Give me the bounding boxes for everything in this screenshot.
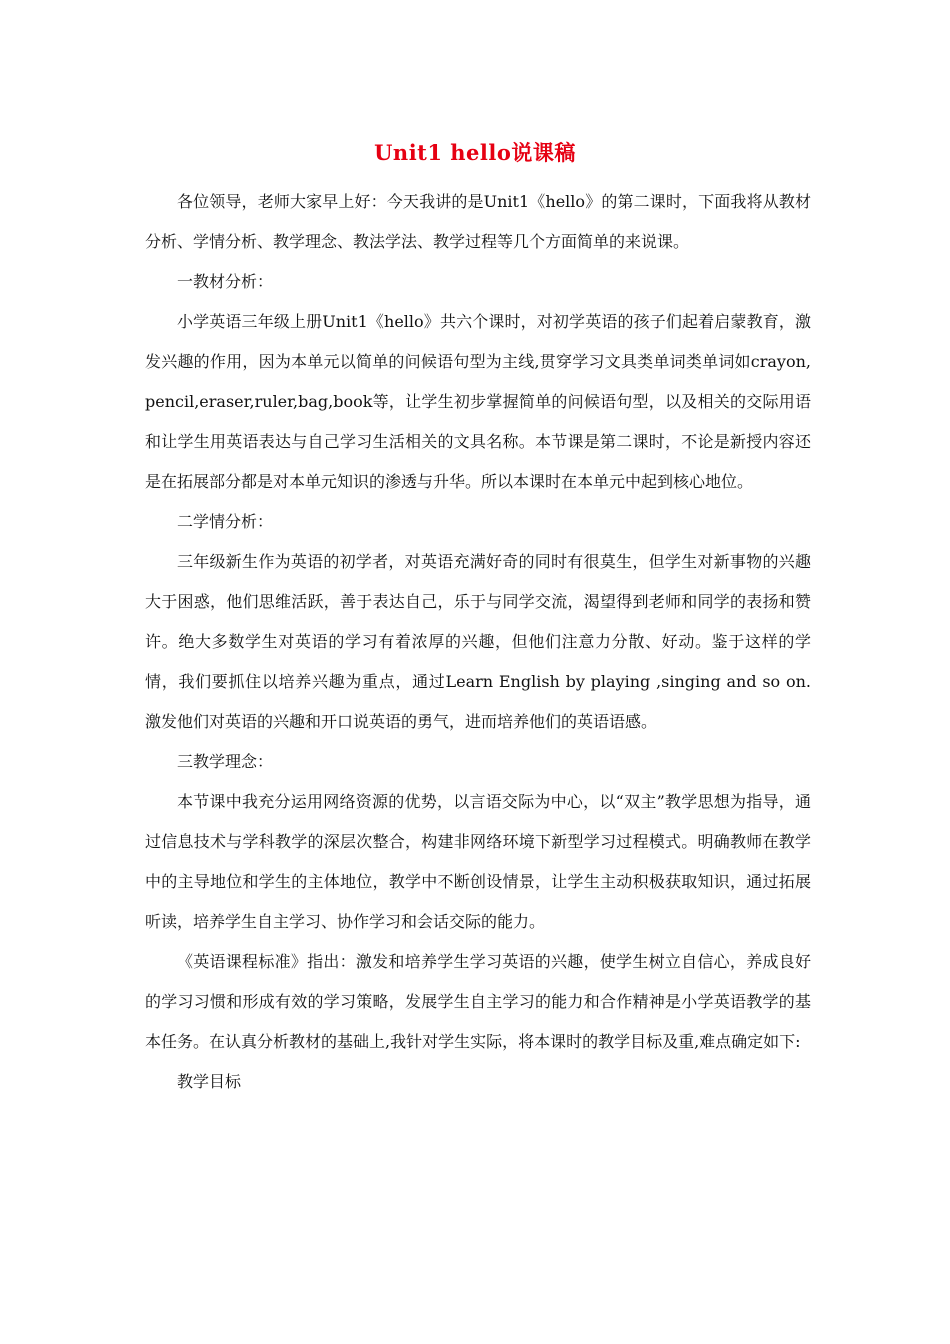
section-heading-teaching-philosophy: 三教学理念： [177, 752, 274, 771]
document-body [145, 182, 811, 1102]
section-heading-textbook-analysis: 一教材分析： [177, 272, 274, 291]
student-analysis-paragraph: 三年级新生作为英语的初学者，对英语充满好奇的同时有很莫生，但学生对新事物的兴趣大于困惑，他们思维活跃，善于表达自己，乐于与同学交流，渴望得到老师和同学的表扬和赞许。绝大多数学生对英语的学习有着浓厚的兴趣，但他们注意力分散、好动。鉴于这样的学情，我们要抓住以培养兴趣为重点，通过Learn English by playing ,singing and so on. 激发他们对英语的兴趣和开口说英语的勇气，进而培养他们的英语语感。 [145, 552, 811, 731]
teaching-philosophy-paragraph: 本节课中我充分运用网络资源的优势，以言语交际为中心，以“双主”教学思想为指导，通过信息技术与学科教学的深层次整合，构建非网络环境下新型学习过程模式。明确教师在教学中的主导地位和学生的主体地位，教学中不断创设情景，让学生主动积极获取知识，通过拓展听读，培养学生自主学习、协作学习和会话交际的能力。 [145, 792, 811, 931]
textbook-analysis-paragraph: 小学英语三年级上册Unit1《hello》共六个课时，对初学英语的孩子们起着启蒙教育，激发兴趣的作用，因为本单元以简单的问候语句型为主线,贯穿学习文具类单词类单词如crayon,pencil,eraser,ruler,bag,book等，让学生初步掌握简单的问候语句型，以及相关的交际用语和让学生用英语表达与自己学习生活相关的文具名称。本节课是第二课时，不论是新授内容还是在拓展部分都是对本单元知识的渗透与升华。所以本课时在本单元中起到核心地位。 [145, 312, 811, 491]
intro-paragraph: 各位领导，老师大家早上好：今天我讲的是Unit1《hello》的第二课时，下面我将从教材分析、学情分析、教学理念、教法学法、教学过程等几个方面简单的来说课。 [145, 192, 811, 251]
section-heading-student-analysis: 二学情分析： [177, 512, 274, 531]
curriculum-standard-paragraph: 《英语课程标准》指出：激发和培养学生学习英语的兴趣，使学生树立自信心，养成良好的学习习惯和形成有效的学习策略，发展学生自主学习的能力和合作精神是小学英语教学的基本任务。在认真分析教材的基础上,我针对学生实际，将本课时的教学目标及重,难点确定如下: [145, 952, 811, 1051]
section-heading-teaching-goals: 教学目标 [177, 1072, 242, 1091]
document-title: Unit1 hello说课稿 [374, 140, 576, 165]
